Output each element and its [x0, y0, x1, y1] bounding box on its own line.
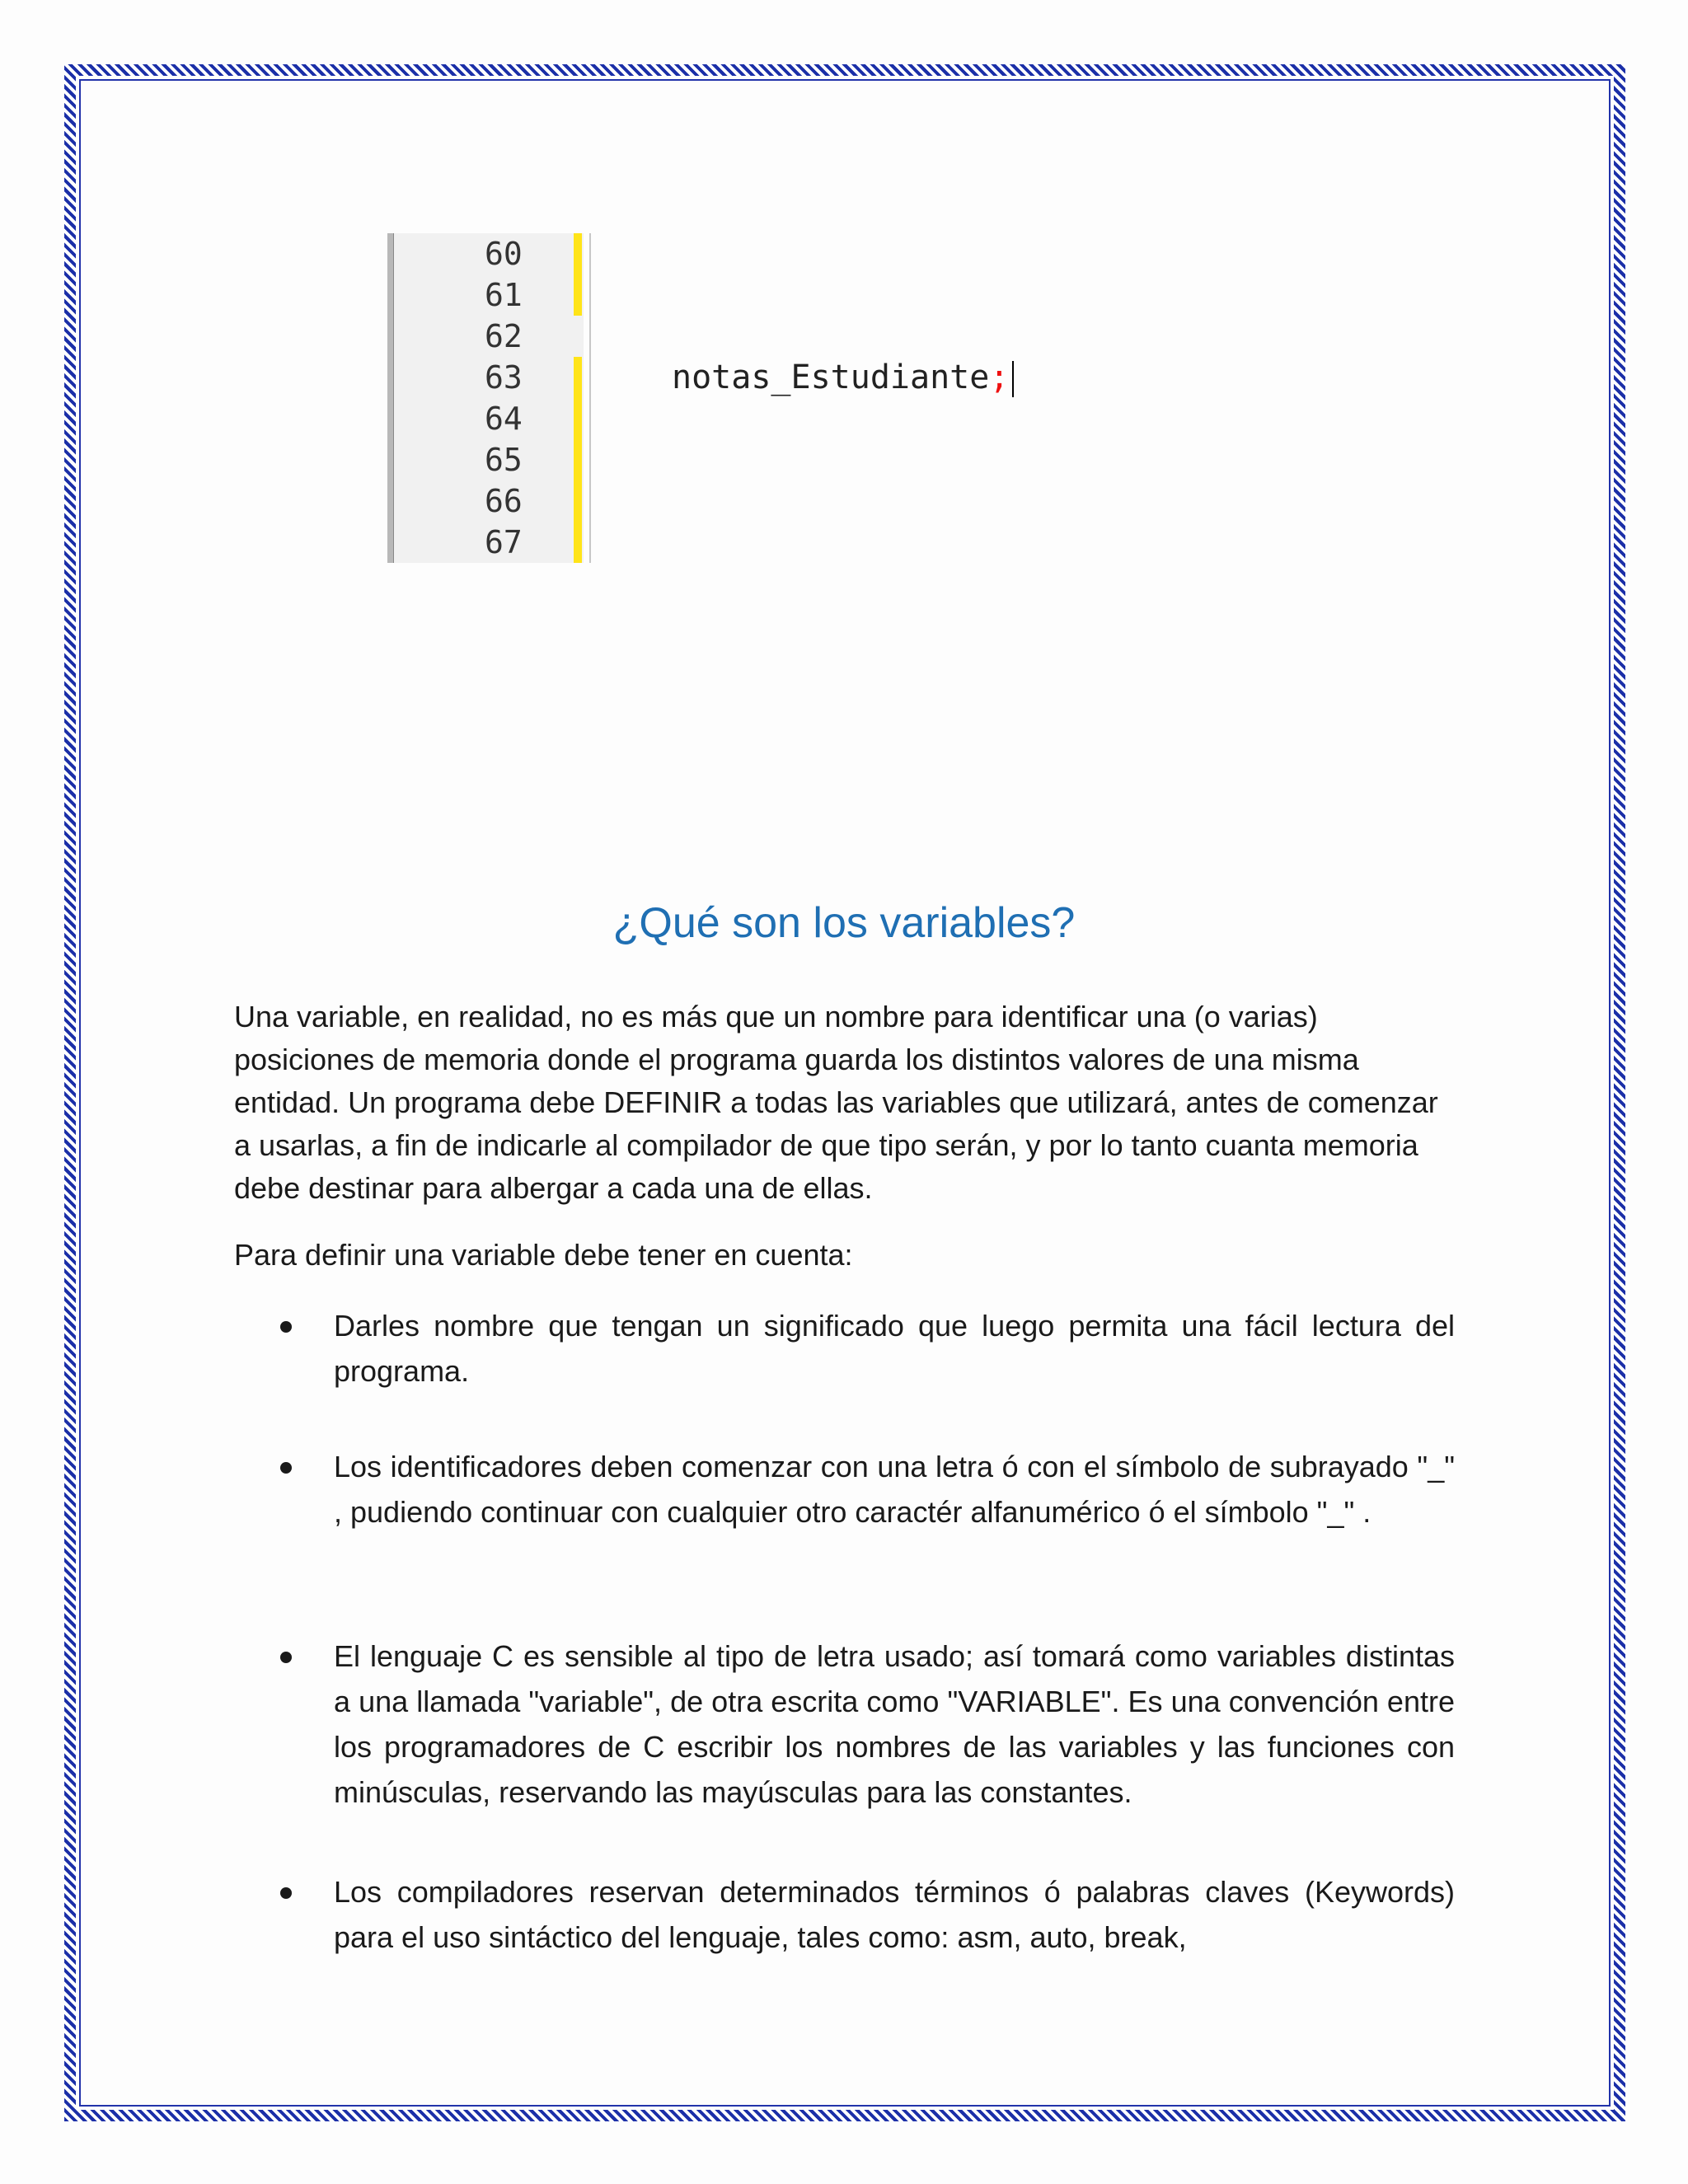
text-caret — [1012, 361, 1014, 397]
line-number: 66 — [485, 483, 523, 519]
bullet-icon — [280, 1652, 292, 1663]
line-number: 62 — [485, 318, 523, 354]
editor-left-edge — [387, 233, 394, 563]
bullet-icon — [280, 1887, 292, 1899]
code-editor-snippet — [387, 233, 1047, 563]
intro-paragraph: Una variable, en realidad, no es más que un nombre para identificar una (o varias) posiciones de memoria donde el programa guarda los distintos valores de una misma entidad. Un programa debe DEFINIR a todas las variables que utilizará, antes de comenzar a usarlas, a fin de indicarle al compilador de que tipo serán, y por lo tanto cuanta memoria debe destinar para albergar a cada una de ellas. — [234, 1000, 1438, 1205]
gutter-divider — [589, 233, 591, 563]
line-number-gutter — [394, 233, 584, 563]
change-marker — [574, 357, 582, 398]
list-item-text: El lenguaje C es sensible al tipo de letra usado; así tomará como variables distintas a una llamada "variable", de otra escrita como "VARIABLE". Es una convención entre los programadores de C escribir los nombres de las variables y las funciones con minúsculas, reservando las mayúsculas para las constantes. — [334, 1639, 1455, 1809]
line-number: 61 — [485, 277, 523, 313]
code-identifier: notas_Estudiante — [672, 359, 990, 396]
change-marker — [574, 439, 582, 480]
change-marker — [574, 274, 582, 316]
bullet-icon — [280, 1462, 292, 1474]
change-marker — [574, 522, 582, 563]
line-number: 60 — [485, 236, 523, 272]
bullet-icon — [280, 1321, 292, 1333]
line-number: 65 — [485, 442, 523, 478]
list-item-text: Los identificadores deben comenzar con una letra ó con el símbolo de subrayado "_" , pudiendo continuar con cualquier otro caractér alfanumérico ó el símbolo "_" . — [334, 1450, 1455, 1529]
list-item-text: Los compiladores reservan determinados términos ó palabras claves (Keywords) para el uso sintáctico del lenguaje, tales como: asm, auto, break, — [334, 1875, 1455, 1954]
line-number: 64 — [485, 401, 523, 437]
definition-lead-paragraph: Para definir una variable debe tener en cuenta: — [234, 1238, 853, 1272]
line-number: 63 — [485, 359, 523, 396]
line-number: 67 — [485, 524, 523, 560]
list-item-text: Darles nombre que tengan un significado que luego permita una fácil lectura del programa. — [334, 1309, 1455, 1388]
change-marker — [574, 233, 582, 274]
change-marker — [574, 398, 582, 439]
code-semicolon: ; — [989, 359, 1010, 396]
change-marker — [574, 480, 582, 522]
page-heading: ¿Qué son los variables? — [612, 899, 1076, 947]
code-line-63[interactable] — [672, 357, 1014, 398]
